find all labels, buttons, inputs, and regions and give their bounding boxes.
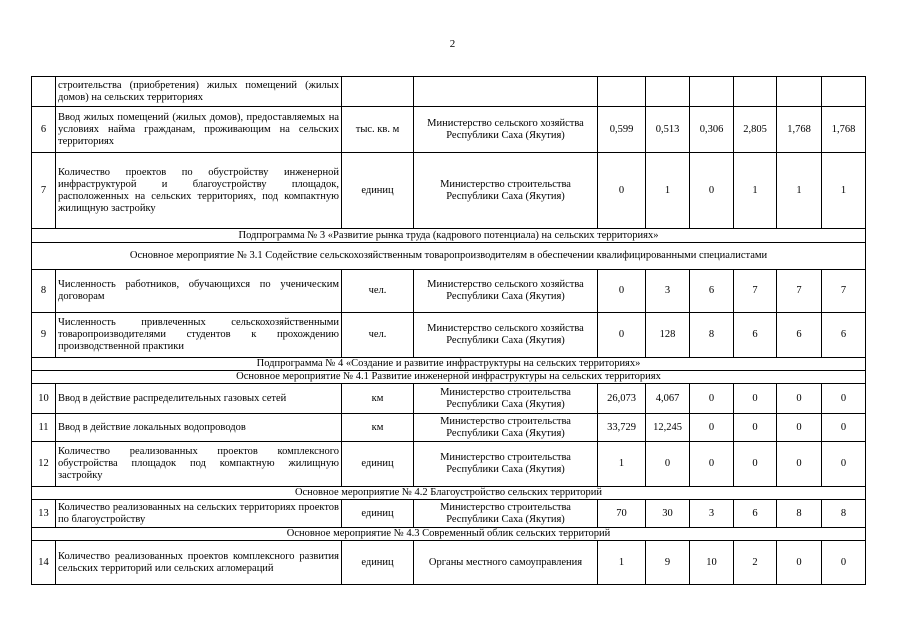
value-cell: 6 <box>777 313 822 358</box>
value-cell: 0 <box>734 442 777 487</box>
value-cell <box>598 77 646 107</box>
value-cell: 6 <box>690 270 734 313</box>
section-header-row <box>32 229 866 243</box>
value-cell: 3 <box>646 270 690 313</box>
responsible-executor: Министерство строительства Республики Саха (Якутия) <box>414 500 598 528</box>
value-cell: 0 <box>598 313 646 358</box>
row-number: 8 <box>32 270 56 313</box>
page-number: 2 <box>449 38 456 50</box>
value-cell: 0 <box>822 414 866 442</box>
table-row <box>32 541 866 585</box>
value-cell <box>822 77 866 107</box>
value-cell <box>734 77 777 107</box>
section-title: Основное мероприятие № 3.1 Содействие сельскохозяйственным товаропроизводителям в обеспечении квалифицированными специалистами <box>32 243 866 270</box>
value-cell: 8 <box>822 500 866 528</box>
value-cell <box>690 77 734 107</box>
value-cell: 0 <box>777 414 822 442</box>
value-cell: 0 <box>777 541 822 585</box>
row-number: 11 <box>32 414 56 442</box>
indicator-name: Ввод в действие локальных водопроводов <box>56 414 342 442</box>
indicator-name: Количество реализованных проектов комплексного обустройства площадок под компактную жилищную застройку <box>56 442 342 487</box>
value-cell: 1 <box>598 442 646 487</box>
table-row <box>32 500 866 528</box>
value-cell: 12,245 <box>646 414 690 442</box>
value-cell: 0,306 <box>690 107 734 153</box>
value-cell <box>777 77 822 107</box>
value-cell: 0 <box>598 270 646 313</box>
section-header-row <box>32 358 866 371</box>
indicator-name: Количество проектов по обустройству инженерной инфраструктурой и благоустройству площадок, расположенных на сельских территориях, под компактную жилищную застройку <box>56 153 342 229</box>
responsible-executor: Министерство строительства Республики Саха (Якутия) <box>414 153 598 229</box>
value-cell: 6 <box>734 313 777 358</box>
row-number <box>32 77 56 107</box>
value-cell: 1,768 <box>822 107 866 153</box>
row-number: 13 <box>32 500 56 528</box>
value-cell: 0 <box>690 414 734 442</box>
section-title: Основное мероприятие № 4.1 Развитие инженерной инфраструктуры на сельских территориях <box>32 371 866 384</box>
value-cell: 0 <box>646 442 690 487</box>
section-header-row <box>32 371 866 384</box>
value-cell: 0 <box>777 442 822 487</box>
unit-cell: единиц <box>342 442 414 487</box>
unit-cell: км <box>342 414 414 442</box>
value-cell: 3 <box>690 500 734 528</box>
value-cell: 7 <box>777 270 822 313</box>
responsible-executor: Министерство сельского хозяйства Республики Саха (Якутия) <box>414 313 598 358</box>
value-cell: 30 <box>646 500 690 528</box>
value-cell: 2,805 <box>734 107 777 153</box>
row-number: 12 <box>32 442 56 487</box>
value-cell: 0 <box>690 153 734 229</box>
section-title: Основное мероприятие № 4.3 Современный облик сельских территорий <box>32 528 866 541</box>
table-row <box>32 107 866 153</box>
value-cell: 1 <box>777 153 822 229</box>
value-cell: 6 <box>822 313 866 358</box>
value-cell: 1 <box>598 541 646 585</box>
indicators-table <box>31 76 866 585</box>
value-cell: 128 <box>646 313 690 358</box>
value-cell: 7 <box>734 270 777 313</box>
table-body <box>32 77 866 585</box>
table-row <box>32 414 866 442</box>
value-cell: 1 <box>734 153 777 229</box>
table-row <box>32 384 866 414</box>
row-number: 9 <box>32 313 56 358</box>
value-cell: 0 <box>822 442 866 487</box>
value-cell: 0,513 <box>646 107 690 153</box>
value-cell: 8 <box>690 313 734 358</box>
value-cell: 33,729 <box>598 414 646 442</box>
value-cell: 0 <box>734 384 777 414</box>
indicator-name: Количество реализованных на сельских территориях проектов по благоустройству <box>56 500 342 528</box>
indicator-name: Ввод в действие распределительных газовых сетей <box>56 384 342 414</box>
table-row <box>32 313 866 358</box>
section-header-row <box>32 243 866 270</box>
responsible-executor <box>414 77 598 107</box>
unit-cell: чел. <box>342 270 414 313</box>
value-cell: 1 <box>822 153 866 229</box>
value-cell: 1,768 <box>777 107 822 153</box>
table-row <box>32 270 866 313</box>
value-cell: 10 <box>690 541 734 585</box>
responsible-executor: Министерство строительства Республики Саха (Якутия) <box>414 442 598 487</box>
value-cell: 6 <box>734 500 777 528</box>
value-cell: 7 <box>822 270 866 313</box>
section-title: Подпрограмма № 4 «Создание и развитие инфраструктуры на сельских территориях» <box>32 358 866 371</box>
table-row <box>32 442 866 487</box>
indicator-name: Ввод жилых помещений (жилых домов), предоставляемых на условиях найма гражданам, проживающим на сельских территориях <box>56 107 342 153</box>
section-header-row <box>32 528 866 541</box>
section-title: Основное мероприятие № 4.2 Благоустройство сельских территорий <box>32 487 866 500</box>
value-cell: 4,067 <box>646 384 690 414</box>
unit-cell: тыс. кв. м <box>342 107 414 153</box>
unit-cell: единиц <box>342 500 414 528</box>
unit-cell: единиц <box>342 153 414 229</box>
value-cell <box>646 77 690 107</box>
section-title: Подпрограмма № 3 «Развитие рынка труда (кадрового потенциала) на сельских территориях» <box>32 229 866 243</box>
section-header-row <box>32 487 866 500</box>
row-number: 7 <box>32 153 56 229</box>
indicator-name: строительства (приобретения) жилых помещений (жилых домов) на сельских территориях <box>56 77 342 107</box>
value-cell: 0,599 <box>598 107 646 153</box>
responsible-executor: Министерство сельского хозяйства Республики Саха (Якутия) <box>414 107 598 153</box>
value-cell: 0 <box>734 414 777 442</box>
value-cell: 0 <box>690 384 734 414</box>
row-number: 6 <box>32 107 56 153</box>
value-cell: 2 <box>734 541 777 585</box>
indicator-name: Численность работников, обучающихся по ученическим договорам <box>56 270 342 313</box>
value-cell: 0 <box>822 541 866 585</box>
value-cell: 0 <box>822 384 866 414</box>
table-row <box>32 77 866 107</box>
responsible-executor: Органы местного самоуправления <box>414 541 598 585</box>
value-cell: 0 <box>777 384 822 414</box>
responsible-executor: Министерство строительства Республики Саха (Якутия) <box>414 384 598 414</box>
responsible-executor: Министерство строительства Республики Саха (Якутия) <box>414 414 598 442</box>
unit-cell: чел. <box>342 313 414 358</box>
unit-cell: км <box>342 384 414 414</box>
responsible-executor: Министерство сельского хозяйства Республики Саха (Якутия) <box>414 270 598 313</box>
unit-cell: единиц <box>342 541 414 585</box>
value-cell: 8 <box>777 500 822 528</box>
row-number: 14 <box>32 541 56 585</box>
table-row <box>32 153 866 229</box>
indicator-name: Численность привлеченных сельскохозяйственными товаропроизводителями студентов к прохождению производственной практики <box>56 313 342 358</box>
value-cell: 0 <box>598 153 646 229</box>
row-number: 10 <box>32 384 56 414</box>
value-cell: 70 <box>598 500 646 528</box>
value-cell: 1 <box>646 153 690 229</box>
value-cell: 26,073 <box>598 384 646 414</box>
unit-cell <box>342 77 414 107</box>
value-cell: 9 <box>646 541 690 585</box>
indicator-name: Количество реализованных проектов комплексного развития сельских территорий или сельских агломераций <box>56 541 342 585</box>
value-cell: 0 <box>690 442 734 487</box>
